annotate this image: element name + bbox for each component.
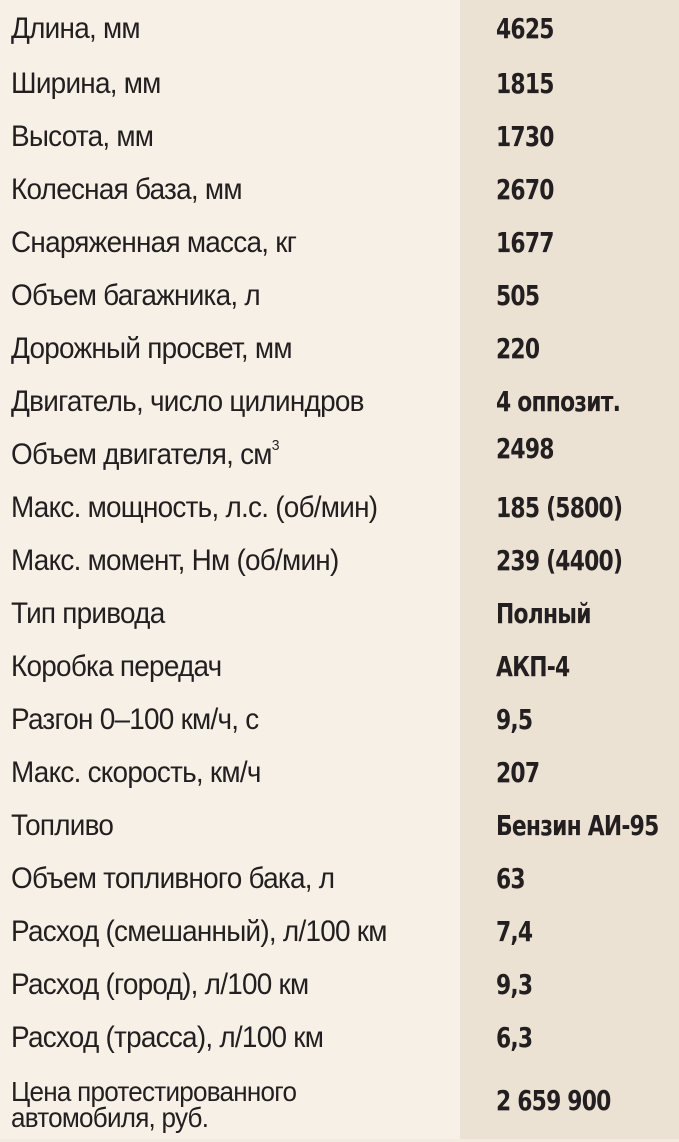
spec-value: 6,3 — [496, 1021, 533, 1054]
spec-row-fuel — [0, 800, 679, 853]
spec-row-engine-displacement — [0, 429, 679, 482]
superscript-exponent: 3 — [271, 437, 279, 454]
spec-value: 4625 — [496, 12, 554, 45]
spec-label: Двигатель, число цилиндров — [11, 385, 364, 418]
spec-value: 220 — [496, 332, 540, 365]
spec-label: Топливо — [11, 809, 114, 842]
spec-row-price — [0, 1065, 679, 1142]
spec-value: 4 оппозит. — [496, 385, 621, 418]
spec-label: Дорожный просвет, мм — [11, 332, 292, 365]
spec-value: 63 — [496, 862, 525, 895]
spec-row-consumption-combined — [0, 906, 679, 959]
spec-label: Ширина, мм — [11, 67, 161, 100]
spec-label: Колесная база, мм — [11, 173, 242, 206]
spec-label-text: Объем двигателя, см — [11, 438, 272, 471]
spec-label: Тип привода — [11, 597, 165, 630]
spec-value: 1815 — [496, 67, 554, 100]
spec-row-acceleration — [0, 694, 679, 747]
spec-label: Расход (трасса), л/100 км — [11, 1021, 324, 1054]
spec-row-trunk-volume — [0, 270, 679, 323]
spec-row-fuel-tank — [0, 853, 679, 906]
spec-value: 2 659 900 — [496, 1084, 611, 1117]
spec-row-consumption-highway — [0, 1012, 679, 1065]
spec-label: Макс. мощность, л.с. (об/мин) — [11, 491, 378, 524]
spec-value: 7,4 — [496, 915, 533, 948]
spec-row-top-speed — [0, 747, 679, 800]
spec-label: Высота, мм — [11, 120, 154, 153]
spec-label: Длина, мм — [11, 12, 140, 45]
spec-value: 9,5 — [496, 703, 533, 736]
spec-value: 9,3 — [496, 968, 533, 1001]
spec-label: Цена протестированного автомобиля, руб. — [11, 1076, 297, 1133]
spec-label: Макс. скорость, км/ч — [11, 756, 261, 789]
spec-value: 2498 — [496, 432, 554, 465]
spec-row-ground-clearance — [0, 323, 679, 376]
spec-value: АКП-4 — [496, 650, 570, 683]
spec-row-curb-weight — [0, 217, 679, 270]
spec-label: Расход (смешанный), л/100 км — [11, 915, 387, 948]
spec-value: Полный — [496, 597, 591, 630]
spec-row-width — [0, 58, 679, 111]
spec-row-max-torque — [0, 535, 679, 588]
spec-row-consumption-city — [0, 959, 679, 1012]
spec-value: 2670 — [496, 173, 554, 206]
spec-row-max-power — [0, 482, 679, 535]
spec-value: 1730 — [496, 120, 554, 153]
spec-value: 185 (5800) — [496, 491, 623, 524]
spec-row-length — [0, 0, 679, 58]
spec-row-height — [0, 111, 679, 164]
spec-row-drive-type — [0, 588, 679, 641]
spec-row-engine-cylinders — [0, 376, 679, 429]
spec-label: Объем топливного бака, л — [11, 862, 335, 895]
spec-value: 505 — [496, 279, 540, 312]
spec-label: Разгон 0–100 км/ч, с — [11, 703, 259, 736]
spec-row-wheelbase — [0, 164, 679, 217]
spec-label: Объем багажника, л — [11, 279, 260, 312]
spec-value: 239 (4400) — [496, 544, 623, 577]
spec-value: Бензин АИ-95 — [496, 809, 659, 842]
spec-label: Коробка передач — [11, 650, 222, 683]
spec-value: 1677 — [496, 226, 554, 259]
spec-row-transmission — [0, 641, 679, 694]
spec-value: 207 — [496, 756, 540, 789]
spec-label: Макс. момент, Нм (об/мин) — [11, 544, 339, 577]
spec-label: Снаряженная масса, кг — [11, 226, 297, 259]
spec-label — [11, 437, 425, 473]
spec-label: Расход (город), л/100 км — [11, 968, 309, 1001]
